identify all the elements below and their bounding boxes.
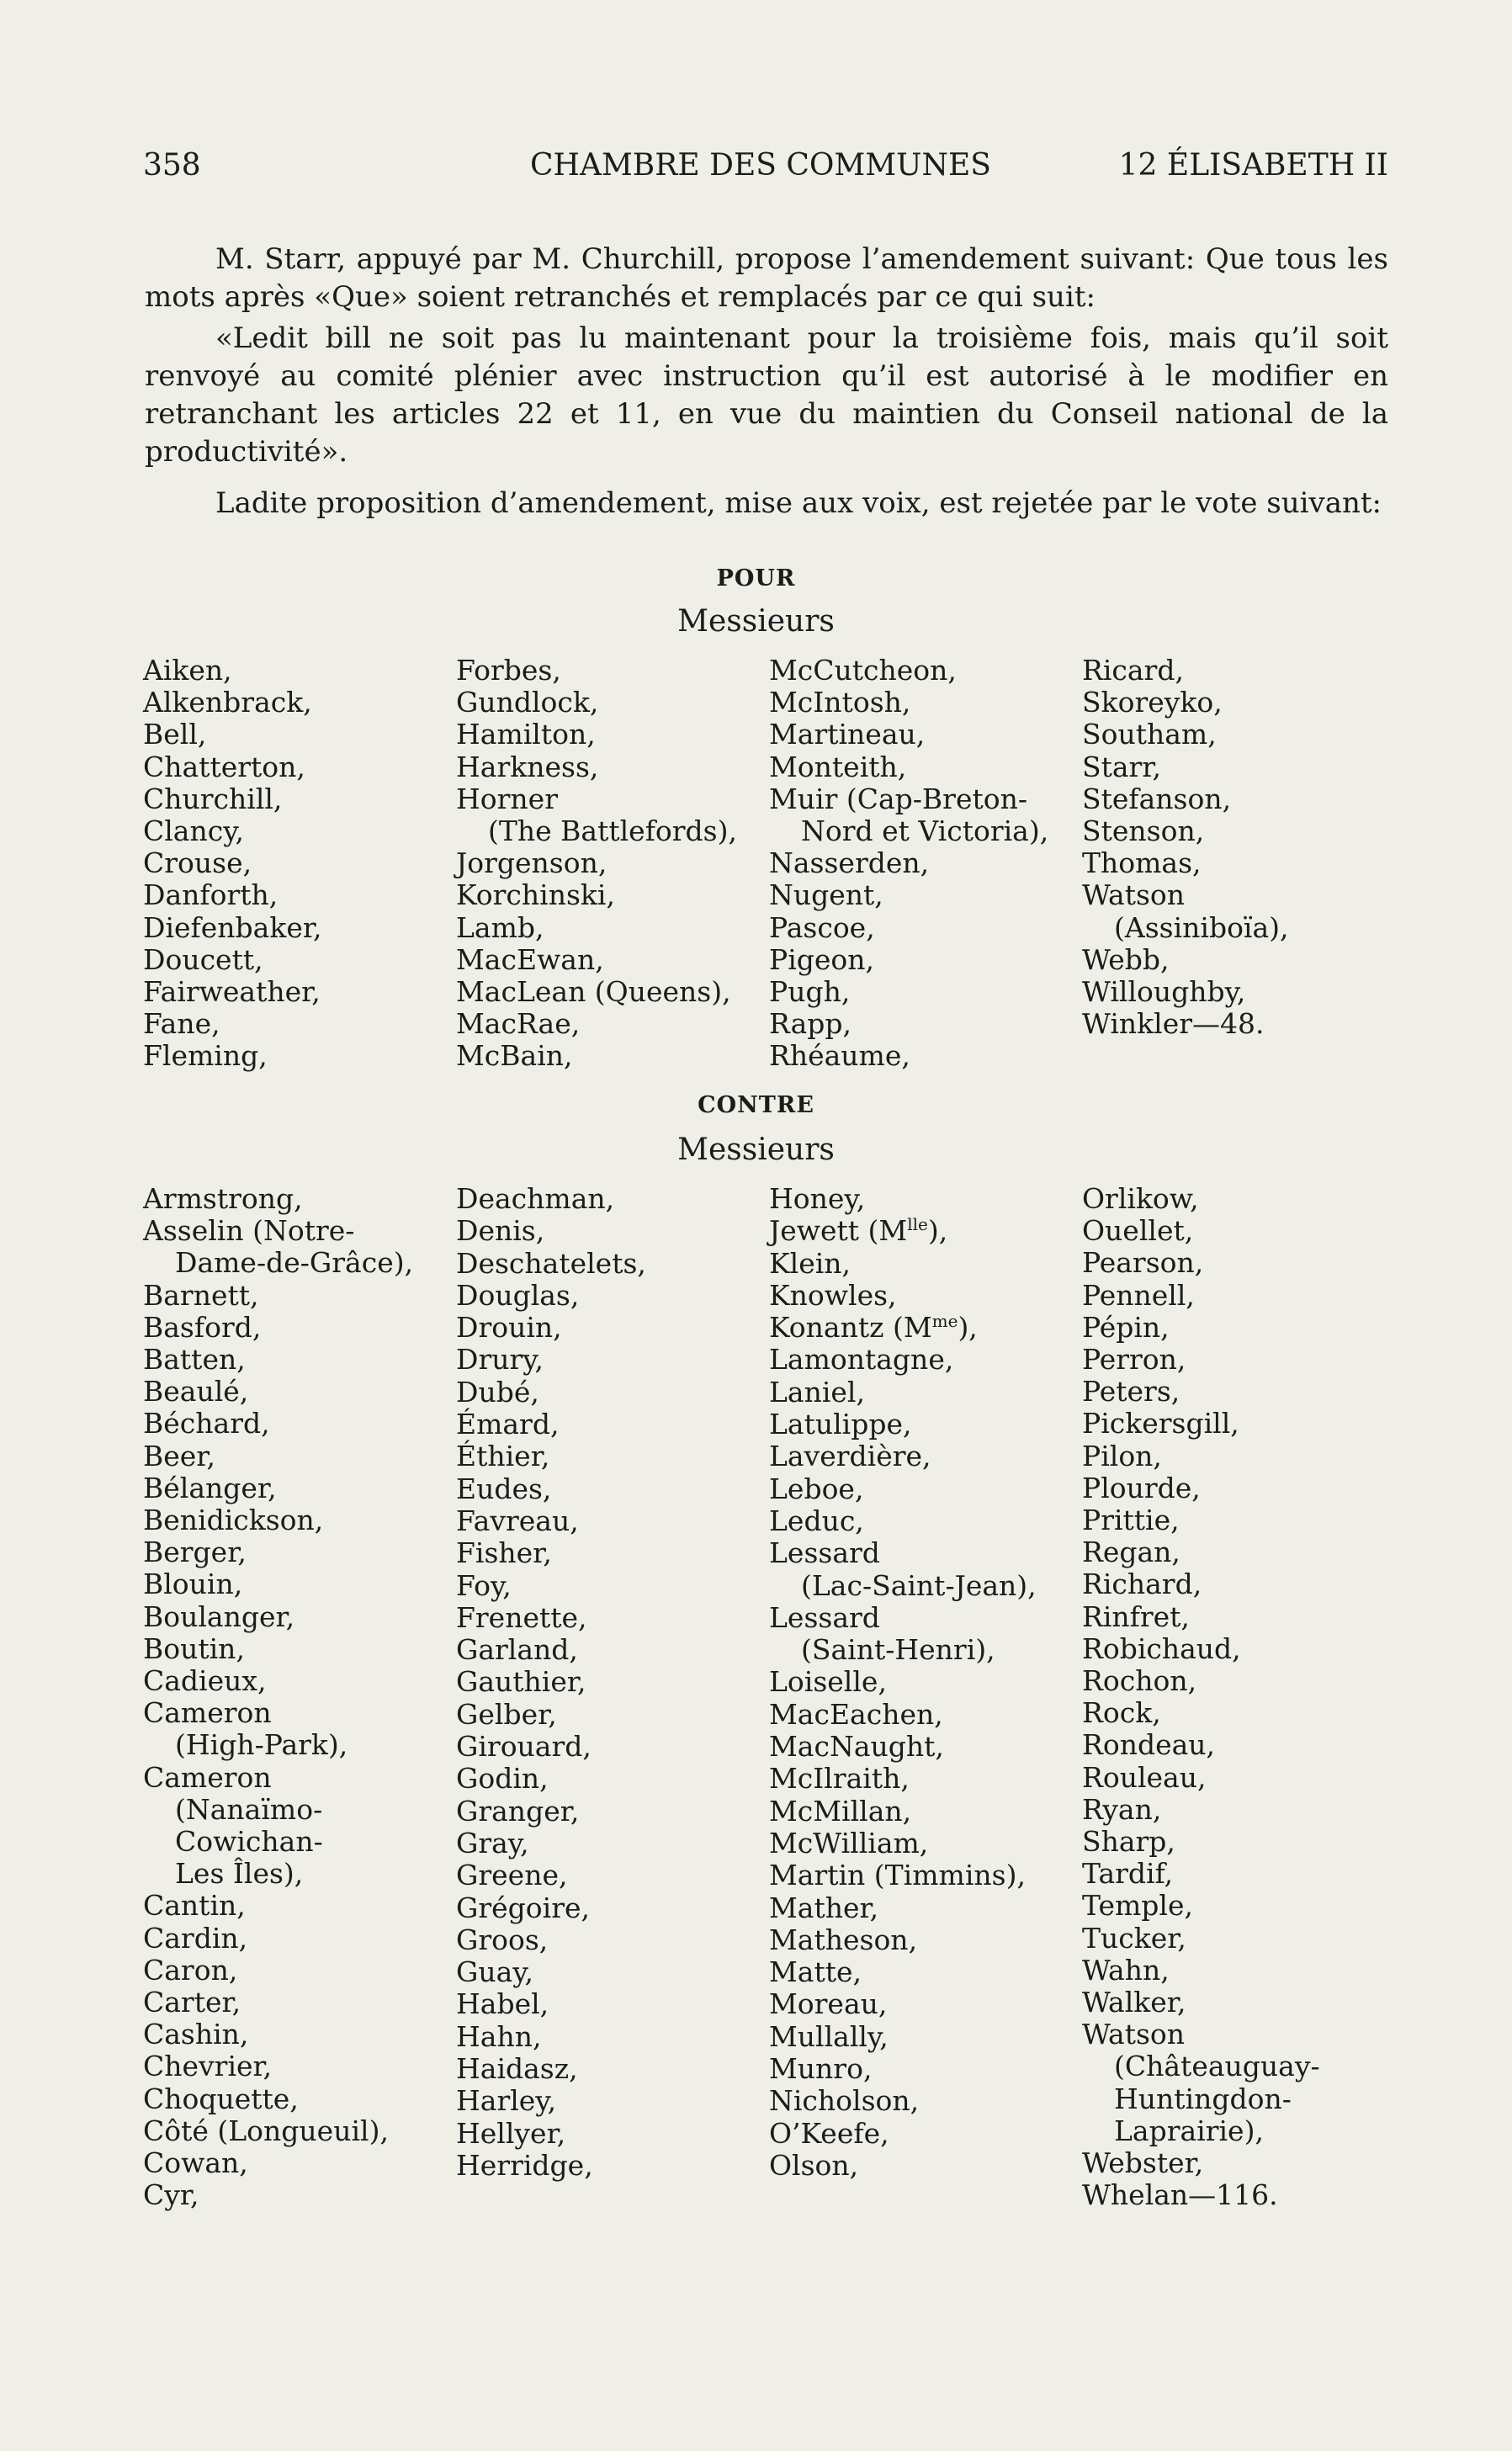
pour-member-name: Pascoe, <box>769 910 875 944</box>
contre-member-name: Gray, <box>456 1826 529 1859</box>
contre-member-name: Boutin, <box>143 1631 245 1665</box>
contre-member-name: Huntingdon- <box>1114 2082 1292 2115</box>
contre-member-name: Watson <box>1082 2018 1186 2051</box>
pour-member-name: Danforth, <box>143 878 279 912</box>
contre-member-name: Ryan, <box>1082 1792 1162 1826</box>
contre-member-name: Robichaud, <box>1082 1631 1241 1665</box>
contre-member-name: Cantin, <box>143 1889 246 1923</box>
pour-name-list <box>143 655 1405 1075</box>
contre-heading: CONTRE <box>698 1092 814 1118</box>
contre-member-name: Granger, <box>456 1794 580 1828</box>
contre-member-name: Côté (Longueuil), <box>143 2114 389 2147</box>
amendment-text-paragraph: «Ledit bill ne soit pas lu maintenant pour la troisième fois, mais qu’il soit renvoyé au comité plénier avec instruction qu’il est autorisé à le modifier en retranchant les articles 22 et 11, en vue du maintien du Conseil national de la productivité». <box>145 321 1388 469</box>
pour-member-name: MacLean (Queens), <box>456 975 731 1009</box>
contre-column-4 <box>1082 1183 1320 2212</box>
contre-member-name: Konantz $(M^{me})$, <box>769 1311 978 1345</box>
contre-member-name: Leduc, <box>769 1504 864 1537</box>
contre-member-name: Pilon, <box>1082 1439 1162 1472</box>
contre-member-name: Walker, <box>1082 1986 1186 2019</box>
contre-member-name: Boulanger, <box>143 1600 295 1633</box>
pour-member-name: Diefenbaker, <box>143 910 322 944</box>
pour-member-name: McBain, <box>456 1039 573 1073</box>
contre-member-name: Wahn, <box>1082 1953 1170 1987</box>
contre-member-name: Perron, <box>1082 1343 1186 1377</box>
pour-member-name: Nasserden, <box>769 846 930 880</box>
contre-member-name: Bélanger, <box>143 1471 277 1504</box>
contre-member-name: Guay, <box>456 1955 534 1989</box>
pour-member-name: Fairweather, <box>143 975 321 1009</box>
contre-member-name: Plourde, <box>1082 1471 1201 1504</box>
contre-member-name: Rochon, <box>1082 1664 1197 1698</box>
contre-member-name: Knowles, <box>769 1278 897 1312</box>
pour-member-name: Pugh, <box>769 975 851 1009</box>
vote-result-paragraph: Ladite proposition d’amendement, mise aux voix, est rejetée par le vote suivant: <box>215 486 1382 520</box>
contre-member-name: Martin (Timmins), <box>769 1859 1026 1892</box>
pour-member-name: McIntosh, <box>769 686 911 719</box>
pour-member-name: Ricard, <box>1082 654 1184 687</box>
pour-member-name: (Assiniboïa), <box>1114 910 1289 944</box>
pour-member-name: Fane, <box>143 1007 220 1041</box>
contre-member-name: Choquette, <box>143 2082 299 2115</box>
pour-member-name: MacEwan, <box>456 942 604 976</box>
contre-member-name: Deschatelets, <box>456 1246 646 1280</box>
contre-member-name: Dame-de-Grâce), <box>175 1246 414 1280</box>
contre-member-name: Pennell, <box>1082 1278 1195 1312</box>
contre-member-name: Denis, <box>456 1214 545 1248</box>
pour-column-4 <box>1082 655 1289 1040</box>
contre-member-name: Frenette, <box>456 1600 587 1634</box>
contre-member-name: (Nanaïmo- <box>175 1792 323 1826</box>
contre-member-name: Groos, <box>456 1923 549 1956</box>
contre-member-name: Fisher, <box>456 1536 552 1570</box>
contre-member-name: Webster, <box>1082 2146 1204 2180</box>
pour-column-3 <box>769 655 1048 1073</box>
contre-member-name: Loiselle, <box>769 1665 887 1699</box>
contre-member-name: Barnett, <box>143 1278 259 1312</box>
contre-member-name: McWilliam, <box>769 1826 929 1859</box>
pour-member-name: Webb, <box>1082 942 1170 976</box>
contre-member-name: Olson, <box>769 2148 859 2182</box>
pour-member-name: Willoughby, <box>1082 975 1246 1009</box>
pour-member-name: Churchill, <box>143 782 283 815</box>
contre-member-name: Gelber, <box>456 1697 557 1731</box>
pour-member-name: Stenson, <box>1082 814 1205 848</box>
pour-member-name: Rhéaume, <box>769 1039 910 1073</box>
contre-member-name: Armstrong, <box>143 1182 303 1215</box>
pour-member-name: Nugent, <box>769 878 883 912</box>
contre-member-name: MacEachen, <box>769 1697 943 1731</box>
pour-column-1 <box>143 655 322 1073</box>
contre-member-name: Lessard <box>769 1536 880 1570</box>
pour-member-name: Lamb, <box>456 910 544 944</box>
contre-member-name: Sharp, <box>1082 1825 1175 1859</box>
contre-member-name: Cowan, <box>143 2146 248 2180</box>
contre-member-name: Basford, <box>143 1310 262 1344</box>
contre-member-name: Batten, <box>143 1343 246 1377</box>
contre-member-name: Cadieux, <box>143 1664 267 1698</box>
contre-member-name: Les Îles), <box>175 1857 304 1891</box>
contre-member-name: Gauthier, <box>456 1665 586 1699</box>
contre-member-name: Chevrier, <box>143 2050 273 2083</box>
contre-member-name: Lessard <box>769 1600 880 1634</box>
contre-member-name: Cyr, <box>143 2178 199 2212</box>
pour-member-name: Southam, <box>1082 718 1217 751</box>
contre-member-name: O’Keefe, <box>769 2116 889 2150</box>
contre-member-name: Honey, <box>769 1182 866 1215</box>
pour-member-name: Korchinski, <box>456 878 615 912</box>
contre-member-name: Matheson, <box>769 1923 918 1956</box>
pour-member-name: Doucett, <box>143 942 263 976</box>
contre-member-name: Benidickson, <box>143 1504 324 1537</box>
contre-member-name: Dubé, <box>456 1375 539 1409</box>
contre-member-name: Pearson, <box>1082 1246 1204 1280</box>
pour-member-name: Forbes, <box>456 654 561 687</box>
contre-name-list <box>143 1183 1405 2226</box>
contre-member-name: Greene, <box>456 1859 568 1892</box>
contre-member-name: Deachman, <box>456 1182 615 1215</box>
contre-member-name: Whelan—116. <box>1082 2178 1278 2212</box>
contre-member-name: Beaulé, <box>143 1375 249 1409</box>
contre-member-name: Moreau, <box>769 1987 888 2021</box>
contre-member-name: Blouin, <box>143 1568 243 1601</box>
contre-column-2 <box>456 1183 646 2182</box>
contre-member-name: Rondeau, <box>1082 1728 1216 1762</box>
contre-member-name: McIlraith, <box>769 1762 910 1796</box>
contre-member-name: Favreau, <box>456 1504 579 1537</box>
session-label: 12 ÉLISABETH II <box>1118 148 1388 183</box>
contre-member-name: Lamontagne, <box>769 1343 954 1377</box>
contre-member-name: Jewett $(M^{lle})$, <box>769 1214 948 1248</box>
running-title: CHAMBRE DES COMMUNES <box>530 148 991 183</box>
contre-member-name: Habel, <box>456 1987 549 2021</box>
pour-member-name: MacRae, <box>456 1007 581 1041</box>
pour-member-name: Nord et Victoria), <box>801 814 1049 848</box>
contre-member-name: Temple, <box>1082 1889 1193 1923</box>
pour-member-name: Martineau, <box>769 718 926 751</box>
contre-member-name: Latulippe, <box>769 1408 912 1441</box>
contre-member-name: Orlikow, <box>1082 1182 1199 1215</box>
contre-member-name: Laniel, <box>769 1375 865 1409</box>
pour-member-name: Clancy, <box>143 814 244 848</box>
contre-member-name: Rock, <box>1082 1696 1161 1730</box>
pour-member-name: Harkness, <box>456 750 599 783</box>
contre-member-name: Tardif, <box>1082 1857 1174 1891</box>
pour-member-name: Aiken, <box>143 654 232 687</box>
contre-member-name: (High-Park), <box>175 1728 348 1762</box>
pour-heading: POUR <box>716 565 796 592</box>
contre-member-name: Cardin, <box>143 1921 248 1955</box>
pour-member-name: Watson <box>1082 878 1186 912</box>
pour-member-name: Fleming, <box>143 1039 268 1073</box>
pour-member-name: Starr, <box>1082 750 1161 783</box>
page-header <box>143 148 1388 190</box>
pour-member-name: Gundlock, <box>456 686 599 719</box>
pour-messieurs-heading: Messieurs <box>677 604 835 639</box>
amendment-motion-paragraph: M. Starr, appuyé par M. Churchill, propose l’amendement suivant: Que tous les mots après «Que» soient retranchés et remplacés par ce qui suit: <box>145 242 1388 314</box>
contre-member-name: Pickersgill, <box>1082 1407 1239 1440</box>
contre-member-name: Harley, <box>456 2084 557 2118</box>
contre-member-name: (Châteauguay- <box>1114 2050 1320 2083</box>
contre-member-name: (Saint-Henri), <box>801 1633 995 1667</box>
contre-column-1 <box>143 1183 413 2212</box>
pour-column-2 <box>456 655 737 1073</box>
contre-member-name: Regan, <box>1082 1536 1180 1569</box>
contre-member-name: Cameron <box>143 1696 272 1730</box>
contre-member-name: Mullally, <box>769 2019 889 2053</box>
contre-member-name: McMillan, <box>769 1794 912 1828</box>
contre-member-name: Cashin, <box>143 2018 249 2051</box>
contre-member-name: Hellyer, <box>456 2116 566 2150</box>
contre-member-name: Cowichan- <box>175 1825 323 1859</box>
contre-member-name: Leboe, <box>769 1472 864 1505</box>
contre-member-name: (Lac-Saint-Jean), <box>801 1568 1037 1602</box>
contre-member-name: Godin, <box>456 1762 549 1796</box>
pour-member-name: Muir (Cap-Breton- <box>769 782 1028 815</box>
contre-column-3 <box>769 1183 1037 2182</box>
pour-member-name: Horner <box>456 782 558 815</box>
contre-member-name: MacNaught, <box>769 1730 944 1764</box>
pour-member-name: Crouse, <box>143 846 252 880</box>
contre-member-name: Herridge, <box>456 2148 593 2182</box>
contre-member-name: Éthier, <box>456 1440 550 1473</box>
contre-member-name: Eudes, <box>456 1472 552 1505</box>
contre-member-name: Laprairie), <box>1114 2114 1264 2147</box>
contre-member-name: Douglas, <box>456 1278 580 1312</box>
pour-member-name: Pigeon, <box>769 942 875 976</box>
contre-member-name: Nicholson, <box>769 2084 920 2118</box>
pour-member-name: Thomas, <box>1082 846 1202 880</box>
contre-member-name: Berger, <box>143 1536 247 1569</box>
contre-member-name: Drouin, <box>456 1311 562 1345</box>
contre-member-name: Matte, <box>769 1955 862 1989</box>
contre-member-name: Hahn, <box>456 2019 542 2053</box>
pour-member-name: McCutcheon, <box>769 654 957 687</box>
contre-member-name: Peters, <box>1082 1375 1180 1409</box>
pour-member-name: Skoreyko, <box>1082 686 1223 719</box>
contre-member-name: Cameron <box>143 1760 272 1794</box>
contre-member-name: Klein, <box>769 1246 851 1280</box>
pour-member-name: Chatterton, <box>143 750 305 783</box>
contre-member-name: Béchard, <box>143 1407 270 1440</box>
pour-member-name: Monteith, <box>769 750 907 783</box>
contre-messieurs-heading: Messieurs <box>677 1133 835 1167</box>
contre-member-name: Drury, <box>456 1343 544 1377</box>
pour-member-name: Rapp, <box>769 1007 852 1041</box>
pour-member-name: Hamilton, <box>456 718 596 751</box>
contre-member-name: Émard, <box>456 1408 560 1441</box>
pour-member-name: Jorgenson, <box>456 846 607 880</box>
contre-member-name: Haidasz, <box>456 2052 578 2086</box>
pour-member-name: Stefanson, <box>1082 782 1232 815</box>
contre-member-name: Ouellet, <box>1082 1214 1194 1248</box>
contre-member-name: Girouard, <box>456 1730 592 1764</box>
contre-member-name: Caron, <box>143 1953 238 1987</box>
pour-member-name: (The Battlefords), <box>488 814 737 848</box>
contre-member-name: Pépin, <box>1082 1310 1170 1344</box>
contre-member-name: Munro, <box>769 2052 873 2086</box>
pour-member-name: Alkenbrack, <box>143 686 312 719</box>
contre-member-name: Tucker, <box>1082 1921 1186 1955</box>
contre-member-name: Asselin (Notre- <box>143 1214 355 1248</box>
contre-member-name: Laverdière, <box>769 1440 931 1473</box>
contre-member-name: Beer, <box>143 1439 215 1472</box>
pour-member-name: Winkler—48. <box>1082 1007 1265 1041</box>
contre-member-name: Rinfret, <box>1082 1600 1190 1633</box>
contre-member-name: Prittie, <box>1082 1504 1180 1537</box>
contre-member-name: Richard, <box>1082 1568 1202 1601</box>
contre-member-name: Rouleau, <box>1082 1760 1207 1794</box>
contre-member-name: Foy, <box>456 1568 512 1602</box>
contre-member-name: Carter, <box>143 1986 241 2019</box>
pour-member-name: Bell, <box>143 718 207 751</box>
contre-member-name: Mather, <box>769 1891 879 1924</box>
contre-member-name: Grégoire, <box>456 1891 591 1924</box>
page-number: 358 <box>143 148 201 183</box>
contre-member-name: Garland, <box>456 1633 578 1667</box>
